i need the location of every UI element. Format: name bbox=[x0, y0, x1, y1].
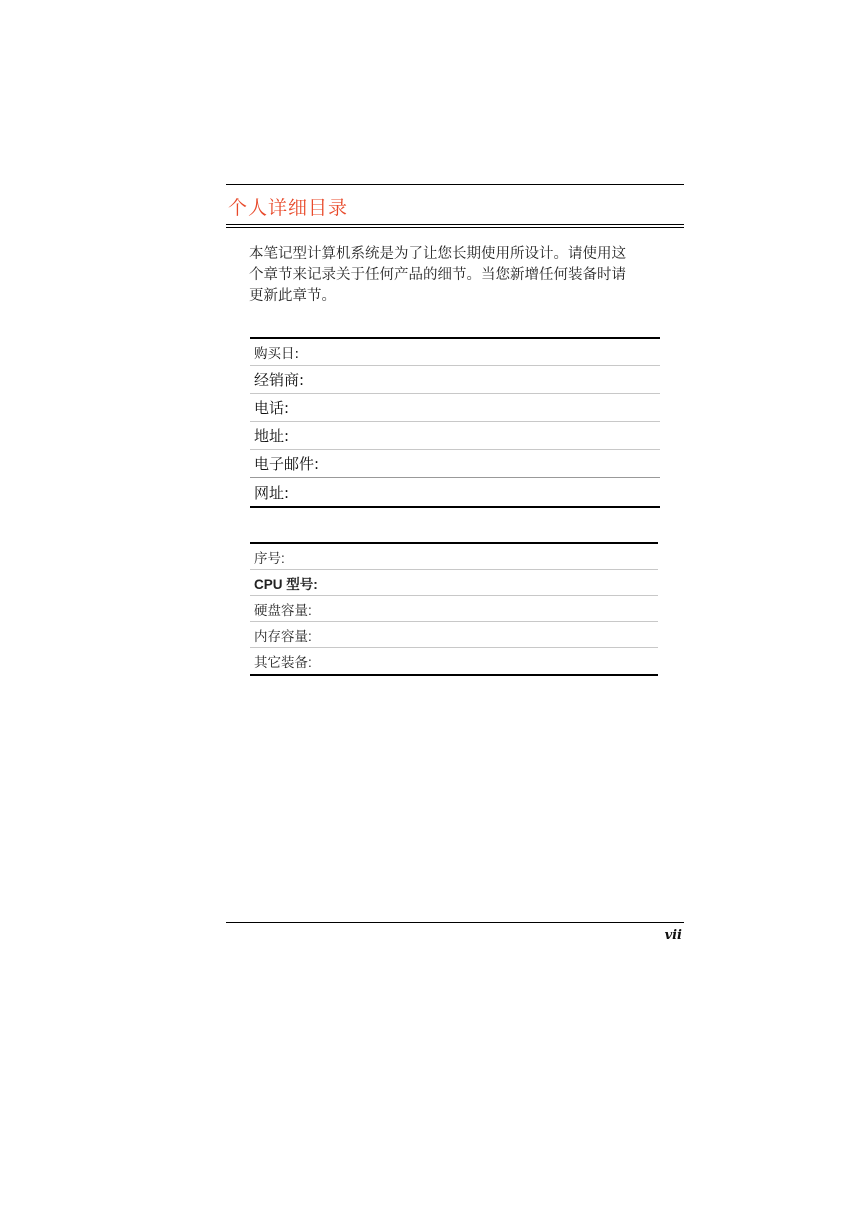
email-row bbox=[250, 450, 660, 478]
section-title: 个人详细目录 bbox=[228, 197, 349, 219]
cpu-model-label: CPU 型号: bbox=[254, 576, 318, 592]
hdd-capacity-row bbox=[250, 596, 658, 622]
page-number: vii bbox=[664, 928, 682, 943]
purchase-date-label: 购买日: bbox=[254, 346, 300, 362]
other-equipment-label: 其它装备: bbox=[254, 655, 312, 670]
intro-line: 本笔记型计算机系统是为了让您长期使用所设计。请使用这 bbox=[249, 246, 626, 262]
purchase-info-table bbox=[250, 337, 660, 508]
serial-number-row bbox=[250, 544, 658, 570]
intro-line: 更新此章节。 bbox=[249, 288, 336, 304]
hdd-capacity-label: 硬盘容量: bbox=[254, 602, 312, 618]
hardware-info-table bbox=[250, 542, 658, 676]
purchase-date-row bbox=[250, 339, 660, 366]
title-underline-second bbox=[226, 227, 684, 228]
dealer-label: 经销商: bbox=[254, 371, 305, 389]
title-underline bbox=[226, 224, 684, 225]
website-row bbox=[250, 478, 660, 506]
serial-number-label: 序号: bbox=[254, 550, 285, 566]
website-label: 网址: bbox=[254, 483, 290, 502]
phone-label: 电话: bbox=[254, 399, 290, 417]
other-equipment-row bbox=[250, 648, 658, 674]
address-row bbox=[250, 422, 660, 450]
intro-line: 个章节来记录关于任何产品的细节。当您新增任何装备时请 bbox=[249, 267, 626, 283]
intro-paragraph bbox=[249, 244, 689, 307]
footer-rule bbox=[226, 922, 684, 923]
top-rule bbox=[226, 184, 684, 185]
phone-row bbox=[250, 394, 660, 422]
cpu-model-row bbox=[250, 570, 658, 596]
memory-capacity-label: 内存容量: bbox=[254, 628, 312, 644]
dealer-row bbox=[250, 366, 660, 394]
memory-capacity-row bbox=[250, 622, 658, 648]
email-label: 电子邮件: bbox=[254, 455, 320, 473]
address-label: 地址: bbox=[254, 427, 290, 445]
